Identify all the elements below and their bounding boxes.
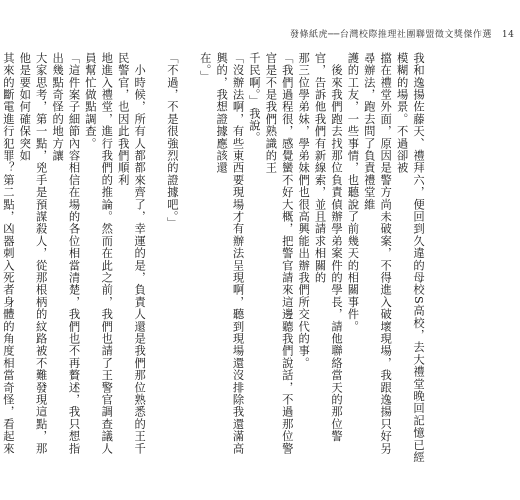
text-column: 後來我們跑去找那位負責偵辦學弟案件的學長，請他聯絡當天的那位警官，告訴他我們有新線索，並且請求相關的	[313, 52, 343, 443]
text-column: 大家思考，第一點，兇手是預謀殺人，從那根柄的紋路被不難發現這點，那他是要如何確保突如	[18, 52, 48, 455]
text-column: 擋在禮堂外面，原因是警方尚未破案，不得進入破壞現場，我跟逸揚只好另尋辦法，跑去問了負責禮堂維	[362, 52, 393, 455]
text-column: 小時候，所有人都都來齊了，幸運的是，負責人還是我們那位熟悉的王千民警官，也因此我們順利	[116, 52, 147, 455]
text-column: 「不過，不是很強烈的證據吧。」	[165, 52, 179, 230]
running-header	[290, 27, 514, 40]
vertical-body-text	[1, 52, 426, 466]
text-column: 地進入禮堂，進行我們的推論。然而在此之前，我們也請了王警官調查議人員幫忙做點調查。	[83, 52, 114, 455]
text-column: 我和逸揚佐藤天、禮拜六，便回到久違的母校S高校，去大禮堂晚回記憶已經模糊的場景。不過卻被	[395, 52, 425, 464]
text-column: 「我們過程很，感覺蠻不好大概，把警官請來這邊聽我們說話，不過那位警官是不是我們熟識的王	[264, 52, 294, 455]
book-title: 發條紙虎──台灣校際推理社團聯盟徵文獎傑作選	[290, 30, 492, 40]
text-column	[180, 52, 196, 466]
text-column: 「這件案子細節內容相信在場的各位相當清楚，我們也不再贅述，我只想指出幾點奇怪的地方讓	[51, 52, 81, 455]
text-column	[147, 52, 163, 466]
text-column: 在。」	[198, 52, 212, 83]
text-column: 千民啊。」我說。	[247, 52, 261, 144]
text-column: 那三位學弟妹，學弟妹們也很高興能出辦我們所交代的事。	[297, 52, 311, 370]
text-column: 其來的斷電進行犯罪？第二點，凶器刺入死者身體的角度相當奇怪，看起來	[1, 52, 15, 455]
text-column: 「沒辦法啊，有些東西要現場才有辦法呈現啊，聽到現場還沒排除我還滿高興的，我想證據應該還	[215, 52, 245, 455]
page-number: 14	[501, 30, 515, 40]
text-column: 護的工友，一些事情，也聽說了前幾天的相關事件。	[346, 52, 360, 333]
